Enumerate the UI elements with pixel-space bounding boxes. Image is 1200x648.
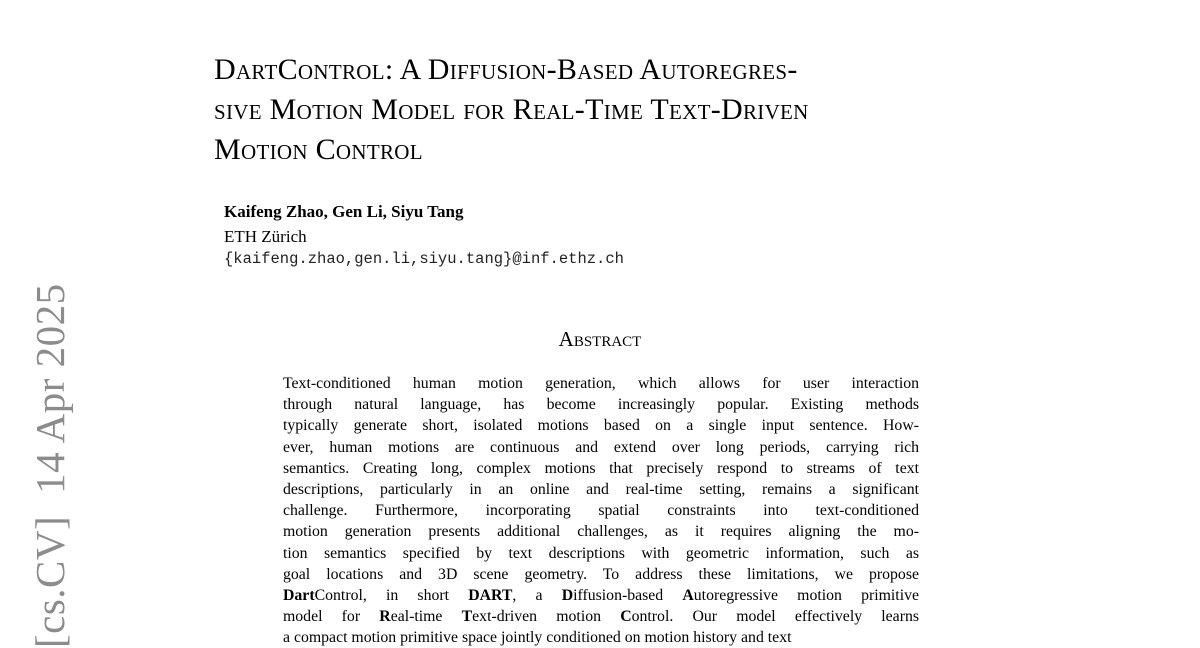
abstract-line xyxy=(283,543,919,564)
abstract-text: ever, human motions are continuous and extend over long periods, carrying rich xyxy=(283,438,919,456)
abstract-text: ext-driven motion xyxy=(472,608,621,626)
title-line: DartControl: A Diffusion-Based Autoregres- xyxy=(214,53,798,86)
abstract-line xyxy=(283,458,919,479)
abstract-line xyxy=(283,479,919,500)
arxiv-date: 14 Apr 2025 xyxy=(27,283,73,494)
abstract-text: tion semantics specified by text descriptions with geometric information, such as xyxy=(283,544,919,562)
abstract-text: , a xyxy=(512,586,562,604)
abstract-text: Control, in short xyxy=(314,586,469,604)
abstract-text: iffusion-based xyxy=(573,586,683,604)
abstract-bold-text: C xyxy=(620,608,632,626)
abstract-text: goal locations and 3D scene geometry. To address these limitations, we propose xyxy=(283,565,919,583)
abstract-line xyxy=(283,437,919,458)
abstract-text: utoregressive motion primitive xyxy=(693,586,919,604)
paper-title xyxy=(214,50,1014,170)
abstract-text: descriptions, particularly in an online and real-time setting, remains a significant xyxy=(283,480,919,498)
abstract-line xyxy=(283,415,919,436)
abstract-text: semantics. Creating long, complex motions that precisely respond to streams of text xyxy=(283,459,919,477)
abstract-line xyxy=(283,373,919,394)
abstract-line xyxy=(283,606,919,627)
title-line: Motion Control xyxy=(214,133,423,166)
abstract-line xyxy=(283,564,919,585)
arxiv-category: [cs.CV] xyxy=(27,515,73,648)
abstract-line xyxy=(283,500,919,521)
abstract-bold-text: D xyxy=(561,586,574,604)
abstract-heading: Abstract xyxy=(558,327,642,351)
abstract-line xyxy=(283,521,919,542)
abstract-text: motion generation presents additional challenges, as it requires aligning the mo- xyxy=(283,523,919,541)
abstract-bold-text: T xyxy=(461,608,473,626)
author-emails: {kaifeng.zhao,gen.li,siyu.tang}@inf.ethz.ch xyxy=(224,250,624,268)
abstract-line xyxy=(283,394,919,415)
abstract-text: typically generate short, isolated motions based on a single input sentence. How- xyxy=(283,417,919,435)
abstract-text: challenge. Furthermore, incorporating spatial constraints into text-conditioned xyxy=(283,502,919,520)
affiliation: ETH Zürich xyxy=(224,227,307,246)
abstract-bold-text: A xyxy=(682,586,694,604)
abstract-line xyxy=(283,585,919,606)
abstract-bold-text: R xyxy=(379,608,391,626)
abstract-bold-text: Dart xyxy=(283,586,315,604)
abstract-bold-text: DART xyxy=(468,586,513,604)
abstract-body xyxy=(283,373,919,648)
author-list: Kaifeng Zhao, Gen Li, Siyu Tang xyxy=(224,202,464,221)
abstract-text: eal-time xyxy=(390,608,462,626)
abstract-text: ontrol. Our model effectively learns xyxy=(631,608,919,626)
abstract-text: model for xyxy=(283,608,380,626)
abstract-text: a compact motion primitive space jointly conditioned on motion history and text xyxy=(283,629,792,647)
title-line: sive Motion Model for Real-Time Text-Driven xyxy=(214,93,809,126)
abstract-line xyxy=(283,627,919,648)
abstract-text: through natural language, has become increasingly popular. Existing methods xyxy=(283,396,919,414)
abstract-text: Text-conditioned human motion generation, which allows for user interaction xyxy=(283,375,919,392)
